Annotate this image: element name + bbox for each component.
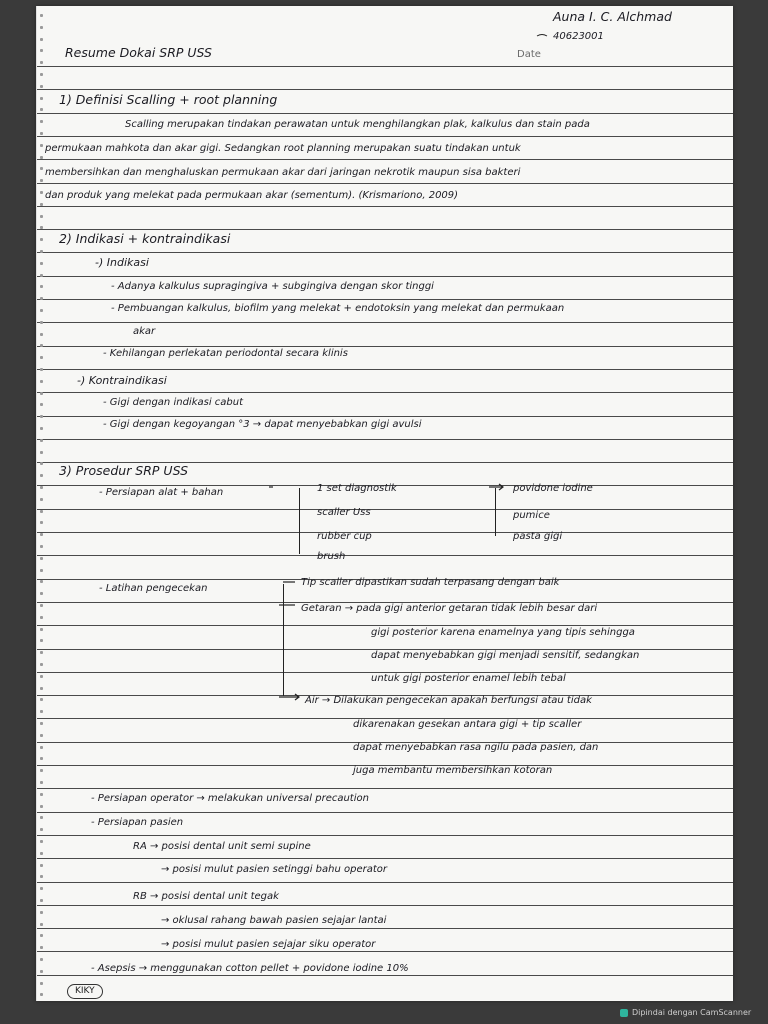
kontraindikasi-label: -) Kontraindikasi: [77, 374, 167, 387]
rb-line-2: → oklusal rahang bawah pasien sejajar lantai: [161, 915, 387, 926]
latihan-line-6: Air → Dilakukan pengecekan apakah berfungsi atau tidak: [305, 695, 592, 706]
indikasi-item-2-cont: akar: [133, 326, 156, 337]
bahan-item-1: povidone iodine: [513, 483, 593, 494]
scanner-text: Dipindai dengan CamScanner: [632, 1008, 752, 1017]
indikasi-item-2: - Pembuangan kalkulus, biofilm yang melekat + endotoksin yang melekat dan permukaan: [111, 303, 565, 314]
persiapan-operator: - Persiapan operator → melakukan universal precaution: [91, 793, 369, 804]
bahan-item-2: pumice: [513, 510, 550, 521]
rb-line-1: RB → posisi dental unit tegak: [133, 891, 279, 902]
notebook-brand-badge: KIKY: [67, 984, 103, 999]
notebook-page: [36, 6, 733, 1001]
date-label: Date: [517, 49, 541, 60]
kontraindikasi-item-1: - Gigi dengan indikasi cabut: [103, 397, 244, 408]
definition-line-3: membersihkan dan menghaluskan permukaan akar dari jaringan nekrotik maupun sisa bakteri: [45, 167, 521, 178]
camscanner-icon: [620, 1009, 628, 1017]
alat-item-1: 1 set diagnostik: [317, 483, 397, 494]
alat-bracket: [299, 488, 300, 554]
scanner-watermark: [620, 1008, 751, 1017]
bahan-item-3: pasta gigi: [513, 531, 563, 542]
alat-item-4: brush: [317, 551, 346, 562]
asepsis-line: - Asepsis → menggunakan cotton pellet + povidone iodine 10%: [91, 963, 409, 974]
latihan-line-2: Getaran → pada gigi anterior getaran tidak lebih besar dari: [301, 603, 598, 614]
alat-item-3: rubber cup: [317, 531, 372, 542]
author-name: Auna I. C. Alchmad: [553, 9, 672, 24]
latihan-line-8: dapat menyebabkan rasa ngilu pada pasien, dan: [353, 742, 599, 753]
latihan-line-5: untuk gigi posterior enamel lebih tebal: [371, 673, 566, 684]
definition-line-1: Scalling merupakan tindakan perawatan untuk menghilangkan plak, kalkulus dan stain pada: [125, 119, 590, 130]
indikasi-label: -) Indikasi: [95, 256, 149, 269]
indikasi-item-3: - Kehilangan perlekatan periodontal secara klinis: [103, 348, 348, 359]
section-1-title: 1) Definisi Scalling + root planning: [59, 92, 278, 107]
definition-line-2: permukaan mahkota dan akar gigi. Sedangkan root planning merupakan suatu tindakan untuk: [45, 143, 521, 154]
ra-line-1: RA → posisi dental unit semi supine: [133, 841, 311, 852]
page-title: Resume Dokai SRP USS: [65, 45, 212, 60]
author-id: 40623001: [553, 31, 604, 42]
alat-item-2: scaller Uss: [317, 507, 371, 518]
latihan-line-1: Tip scaller dipastikan sudah terpasang dengan baik: [301, 577, 560, 588]
definition-line-4: dan produk yang melekat pada permukaan akar (sementum). (Krismariono, 2009): [45, 190, 459, 201]
ra-line-2: → posisi mulut pasien setinggi bahu operator: [161, 864, 387, 875]
section-2-title: 2) Indikasi + kontraindikasi: [59, 231, 231, 246]
latihan-bracket: [283, 584, 284, 696]
rb-line-3: → posisi mulut pasien sejajar siku operator: [161, 939, 376, 950]
section-3-title: 3) Prosedur SRP USS: [59, 463, 189, 478]
latihan-label: - Latihan pengecekan: [99, 583, 208, 594]
latihan-line-3: gigi posterior karena enamelnya yang tipis sehingga: [371, 627, 635, 638]
indikasi-item-1: - Adanya kalkulus supragingiva + subgingiva dengan skor tinggi: [111, 281, 434, 292]
latihan-line-9: juga membantu membersihkan kotoran: [353, 765, 553, 776]
latihan-line-7: dikarenakan gesekan antara gigi + tip scaller: [353, 719, 582, 730]
persiapan-alat-label: - Persiapan alat + bahan: [99, 487, 224, 498]
bahan-bracket: [495, 488, 496, 536]
kontraindikasi-item-2: - Gigi dengan kegoyangan °3 → dapat menyebabkan gigi avulsi: [103, 419, 422, 430]
persiapan-pasien-label: - Persiapan pasien: [91, 817, 184, 828]
latihan-line-4: dapat menyebabkan gigi menjadi sensitif, sedangkan: [371, 650, 640, 661]
